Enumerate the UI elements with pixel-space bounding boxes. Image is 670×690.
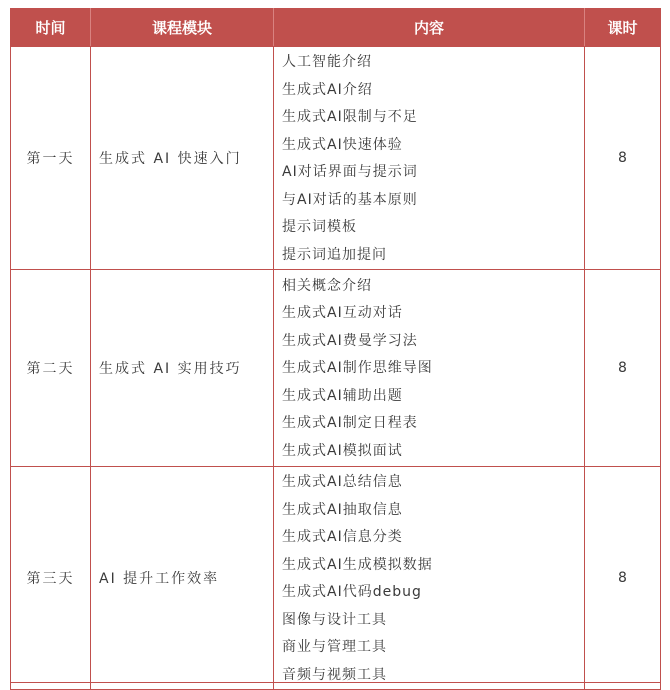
topic-item: 生成式AI总结信息: [282, 474, 403, 490]
topic-item: 生成式AI信息分类: [282, 529, 403, 545]
topic-item: 生成式AI限制与不足: [282, 109, 418, 125]
day-cell: 第三天: [11, 467, 91, 690]
header-hours: 课时: [585, 9, 661, 47]
continuation-rule: [10, 682, 660, 683]
header-module: 课程模块: [91, 9, 274, 47]
header-content: 内容: [274, 9, 585, 47]
topic-item: 生成式AI制作思维导图: [282, 360, 433, 377]
course-schedule: [10, 8, 660, 690]
schedule-table: [10, 8, 661, 690]
topic-item: 提示词模板: [282, 219, 357, 235]
topic-item: 生成式AI抽取信息: [282, 501, 403, 518]
hours-cell: 8: [585, 270, 661, 467]
topic-item: 生成式AI互动对话: [282, 305, 403, 322]
header-time: 时间: [11, 9, 91, 47]
hours-cell: 8: [585, 47, 661, 270]
topic-item: 生成式AI模拟面试: [282, 442, 403, 459]
topic-item: 相关概念介绍: [282, 277, 372, 294]
content-cell: [274, 270, 585, 467]
topic-item: 音频与视频工具: [282, 666, 387, 683]
table-row: [11, 270, 661, 467]
topic-item: 提示词追加提问: [282, 246, 387, 263]
header-row: [11, 9, 661, 47]
content-cell: [274, 467, 585, 690]
topic-item: 生成式AI费曼学习法: [282, 332, 418, 349]
topic-item: 生成式AI介绍: [282, 81, 373, 98]
topic-item: 生成式AI快速体验: [282, 136, 403, 153]
topic-item: 人工智能介绍: [282, 54, 372, 70]
topic-item: 生成式AI制定日程表: [282, 415, 418, 432]
table-row: [11, 47, 661, 270]
topic-item: 生成式AI生成模拟数据: [282, 556, 433, 573]
table-body: [11, 47, 661, 690]
module-cell: AI 提升工作效率: [91, 467, 274, 690]
topic-item: 图像与设计工具: [282, 611, 387, 628]
table-row: [11, 467, 661, 690]
table-header: [11, 9, 661, 47]
topic-item: 与AI对话的基本原则: [282, 191, 418, 208]
hours-cell: 8: [585, 467, 661, 690]
topic-item: AI对话界面与提示词: [282, 164, 418, 180]
day-cell: 第二天: [11, 270, 91, 467]
topic-item: 生成式AI辅助出题: [282, 387, 403, 404]
topic-item: 生成式AI代码debug: [282, 584, 422, 600]
module-cell: 生成式 AI 快速入门: [91, 47, 274, 270]
topic-item: 商业与管理工具: [282, 639, 387, 655]
day-cell: 第一天: [11, 47, 91, 270]
content-cell: [274, 47, 585, 270]
module-cell: 生成式 AI 实用技巧: [91, 270, 274, 467]
